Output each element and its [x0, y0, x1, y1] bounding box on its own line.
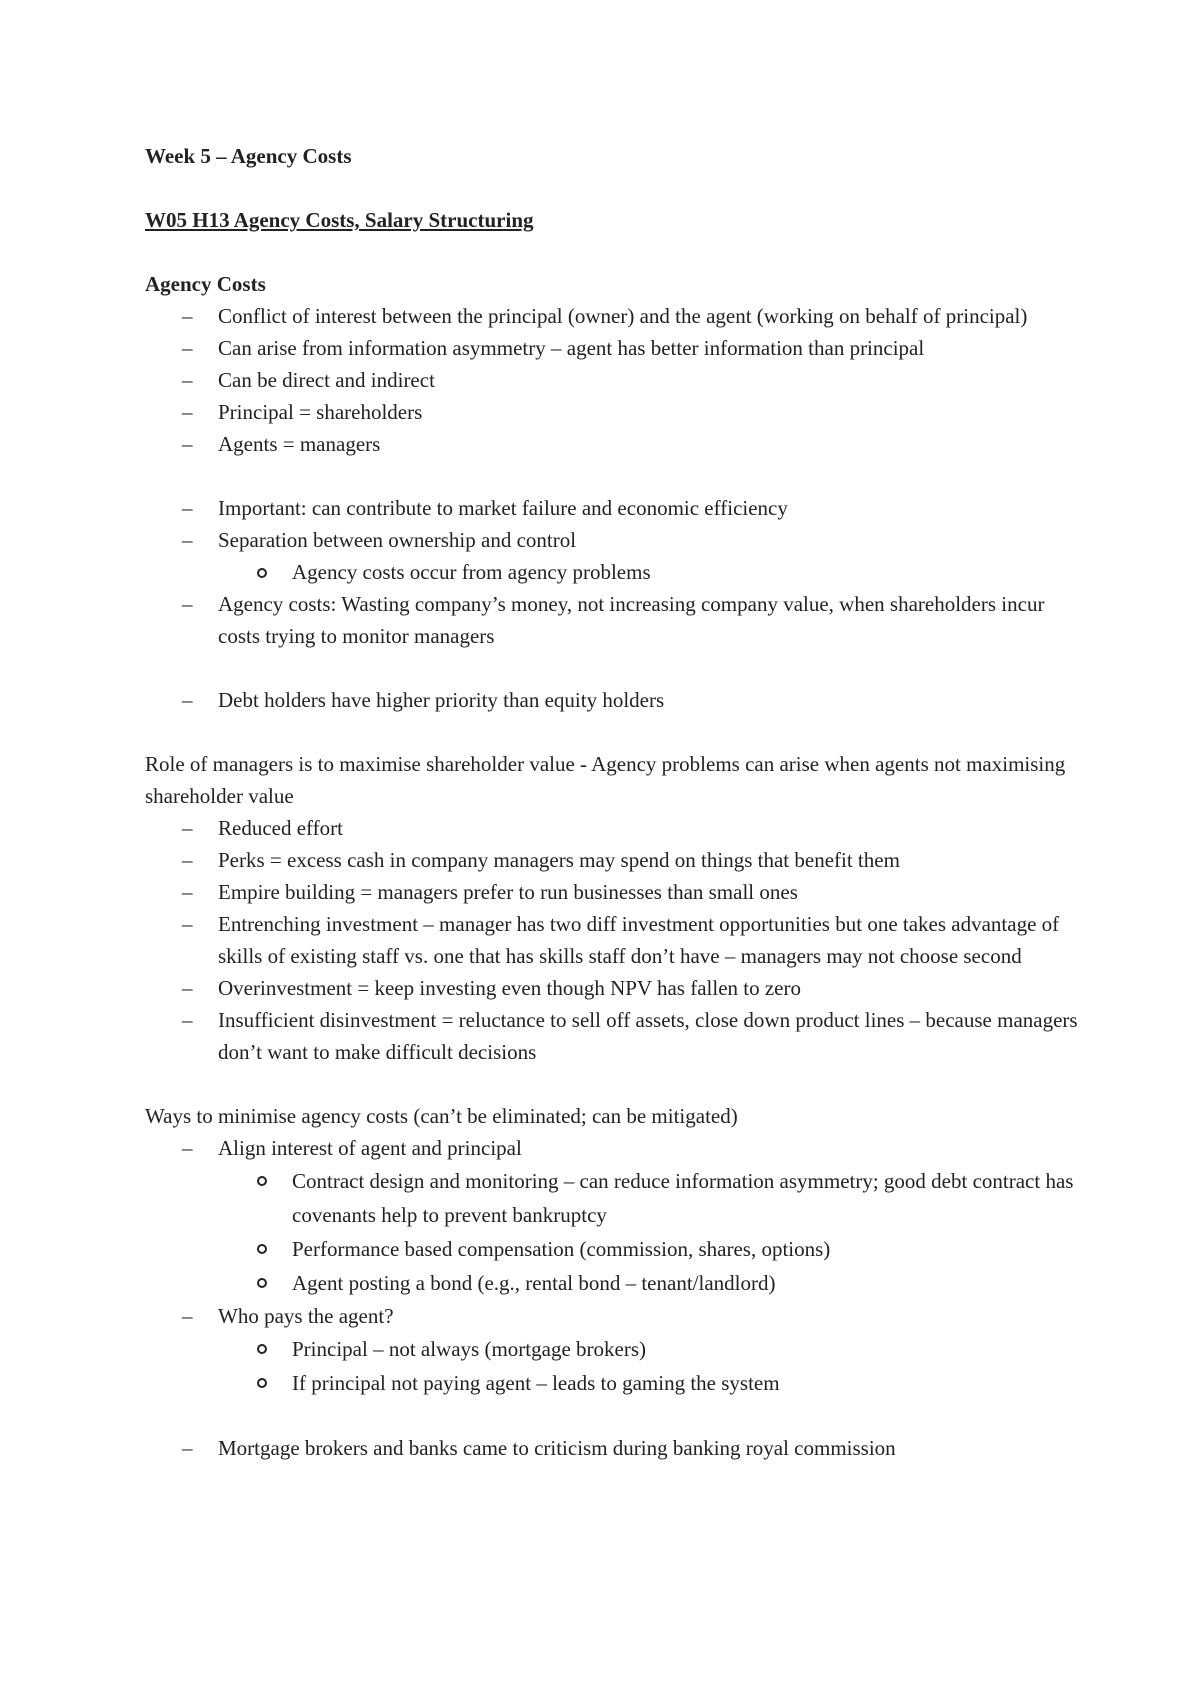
list-item: – Perks = excess cash in company managers may spend on things that benefit them [145, 844, 1080, 876]
spacer [145, 652, 1080, 684]
spacer [145, 460, 1080, 492]
sub-list-item: If principal not paying agent – leads to gaming the system [145, 1366, 1080, 1400]
document-title: Week 5 – Agency Costs [145, 144, 352, 168]
list-item: – Separation between ownership and control [145, 524, 1080, 556]
sub-list-item: Agency costs occur from agency problems [145, 556, 1080, 588]
list-item: – Important: can contribute to market failure and economic efficiency [145, 492, 1080, 524]
role-paragraph: Role of managers is to maximise shareholder value - Agency problems can arise when agents not maximising shareholder value [145, 752, 1066, 808]
sub-list-item: Contract design and monitoring – can reduce information asymmetry; good debt contract has covenants help to prevent bankruptcy [145, 1164, 1080, 1232]
list-item: – Can be direct and indirect [145, 364, 1080, 396]
spacer [145, 1400, 1080, 1432]
document-page [145, 140, 1080, 1464]
list-item: – Agents = managers [145, 428, 1080, 460]
list-item: – Principal = shareholders [145, 396, 1080, 428]
list-item: – Conflict of interest between the principal (owner) and the agent (working on behalf of principal) [145, 300, 1080, 332]
sub-list-item: Principal – not always (mortgage brokers) [145, 1332, 1080, 1366]
agency-costs-heading: Agency Costs [145, 272, 266, 296]
list-item: – Overinvestment = keep investing even though NPV has fallen to zero [145, 972, 1080, 1004]
spacer [145, 716, 1080, 748]
list-item: – Empire building = managers prefer to run businesses than small ones [145, 876, 1080, 908]
list-item: – Can arise from information asymmetry – agent has better information than principal [145, 332, 1080, 364]
sub-list-item: Performance based compensation (commission, shares, options) [145, 1232, 1080, 1266]
spacer [145, 172, 1080, 204]
list-item: – Who pays the agent? [145, 1300, 1080, 1332]
list-item: – Agency costs: Wasting company’s money, not increasing company value, when shareholders incur costs trying to monitor managers [145, 588, 1080, 652]
sub-list-item: Agent posting a bond (e.g., rental bond – tenant/landlord) [145, 1266, 1080, 1300]
list-item: – Align interest of agent and principal [145, 1132, 1080, 1164]
list-item: – Debt holders have higher priority than equity holders [145, 684, 1080, 716]
list-item: – Insufficient disinvestment = reluctance to sell off assets, close down product lines – because managers don’t want to make difficult decisions [145, 1004, 1080, 1068]
document-subtitle: W05 H13 Agency Costs, Salary Structuring [145, 208, 534, 232]
spacer [145, 236, 1080, 268]
list-item: – Reduced effort [145, 812, 1080, 844]
list-item: – Entrenching investment – manager has two diff investment opportunities but one takes advantage of skills of existing staff vs. one that has skills staff don’t have – managers may not choose second [145, 908, 1080, 972]
minimise-paragraph: Ways to minimise agency costs (can’t be eliminated; can be mitigated) [145, 1104, 738, 1128]
spacer [145, 1068, 1080, 1100]
list-item: – Mortgage brokers and banks came to criticism during banking royal commission [145, 1432, 1080, 1464]
